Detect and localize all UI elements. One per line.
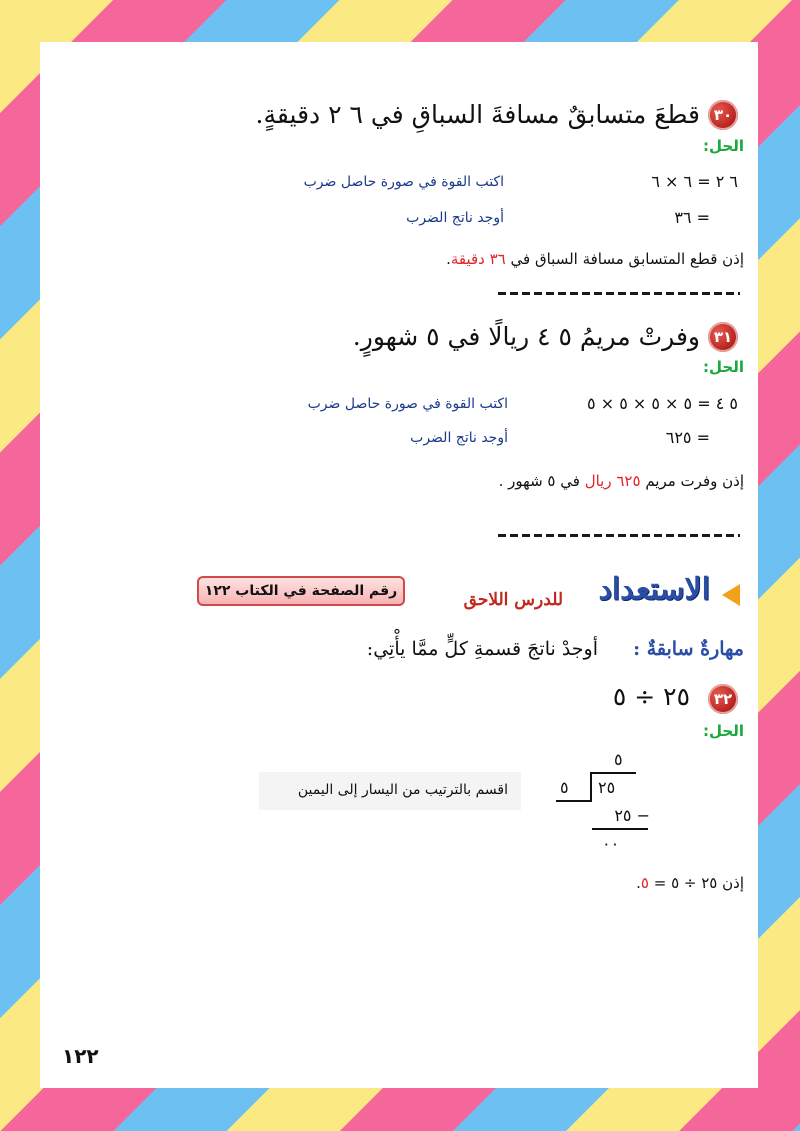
prior-skill-instruction: أوجدْ ناتجَ قسمةِ كلٍّ ممَّا يأْتِي: bbox=[366, 638, 598, 660]
question-31-step1-hint: اكتب القوة في صورة حاصل ضرب bbox=[307, 396, 508, 412]
division-result-line bbox=[592, 828, 648, 830]
question-30-solution-label: الحل: bbox=[703, 137, 744, 155]
arrow-marker-icon bbox=[722, 584, 740, 606]
question-31-conclusion: إذن وفرت مريم ٦٢٥ ريال في ٥ شهور . bbox=[498, 472, 744, 490]
question-32-answer: ٥ bbox=[640, 874, 649, 892]
question-30-badge: ٣٠ bbox=[708, 100, 738, 130]
division-subtract-line: − ٢٥ bbox=[614, 806, 650, 825]
question-30-step2-math: = ٣٦ bbox=[674, 208, 710, 227]
separator-2 bbox=[498, 534, 740, 537]
question-31-text: وفرتْ مريمُ ٥ ٤ ريالًا في ٥ شهورٍ. bbox=[352, 322, 700, 351]
division-quotient: ٥ bbox=[614, 750, 623, 769]
preparation-title: الاستعداد bbox=[598, 572, 710, 607]
question-32-conclusion: إذن ٢٥ ÷ ٥ = ٥. bbox=[636, 874, 744, 892]
division-divisor: ٥ bbox=[560, 778, 569, 797]
worksheet-page bbox=[40, 42, 758, 1088]
divisor-underline bbox=[556, 800, 592, 802]
question-32-expression: ٢٥ ÷ ٥ bbox=[612, 682, 690, 711]
book-page-reference: رقم الصفحة في الكتاب ١٢٢ bbox=[197, 576, 405, 606]
question-31-step1-math: ٥ ٤ = ٥ × ٥ × ٥ × ٥ bbox=[587, 394, 738, 413]
question-31-answer: ٦٢٥ ريال bbox=[584, 472, 641, 490]
division-dividend: ٢٥ bbox=[598, 778, 616, 797]
page-number: ١٢٢ bbox=[62, 1044, 99, 1068]
question-31-step2-math: = ٦٢٥ bbox=[665, 428, 710, 447]
division-bracket-top bbox=[592, 772, 636, 774]
separator-1 bbox=[498, 292, 740, 295]
question-31-badge: ٣١ bbox=[708, 322, 738, 352]
division-bracket-side bbox=[590, 772, 592, 800]
question-30-text: قطعَ متسابقٌ مسافةَ السباقِ في ٦ ٢ دقيقةٍ. bbox=[255, 100, 700, 129]
question-30-step1-hint: اكتب القوة في صورة حاصل ضرب bbox=[303, 174, 504, 190]
division-hint: اقسم بالترتيب من اليسار إلى اليمين bbox=[297, 782, 508, 798]
question-31-step2-hint: أوجد ناتج الضرب bbox=[410, 430, 508, 446]
question-30-step1-math: ٦ ٢ = ٦ × ٦ bbox=[651, 172, 738, 191]
question-30-answer: ٣٦ دقيقة bbox=[450, 250, 506, 268]
preparation-subtitle: للدرس اللاحق bbox=[463, 590, 563, 610]
question-32-badge: ٣٢ bbox=[708, 684, 738, 714]
division-remainder: ٠٠ bbox=[602, 834, 620, 853]
question-30-step2-hint: أوجد ناتج الضرب bbox=[406, 210, 504, 226]
question-30-conclusion: إذن قطع المتسابق مسافة السباق في ٣٦ دقيقة. bbox=[446, 250, 744, 268]
question-32-solution-label: الحل: bbox=[703, 722, 744, 740]
prior-skill-label: مهارةٌ سابقةٌ : bbox=[633, 638, 744, 660]
question-31-solution-label: الحل: bbox=[703, 358, 744, 376]
